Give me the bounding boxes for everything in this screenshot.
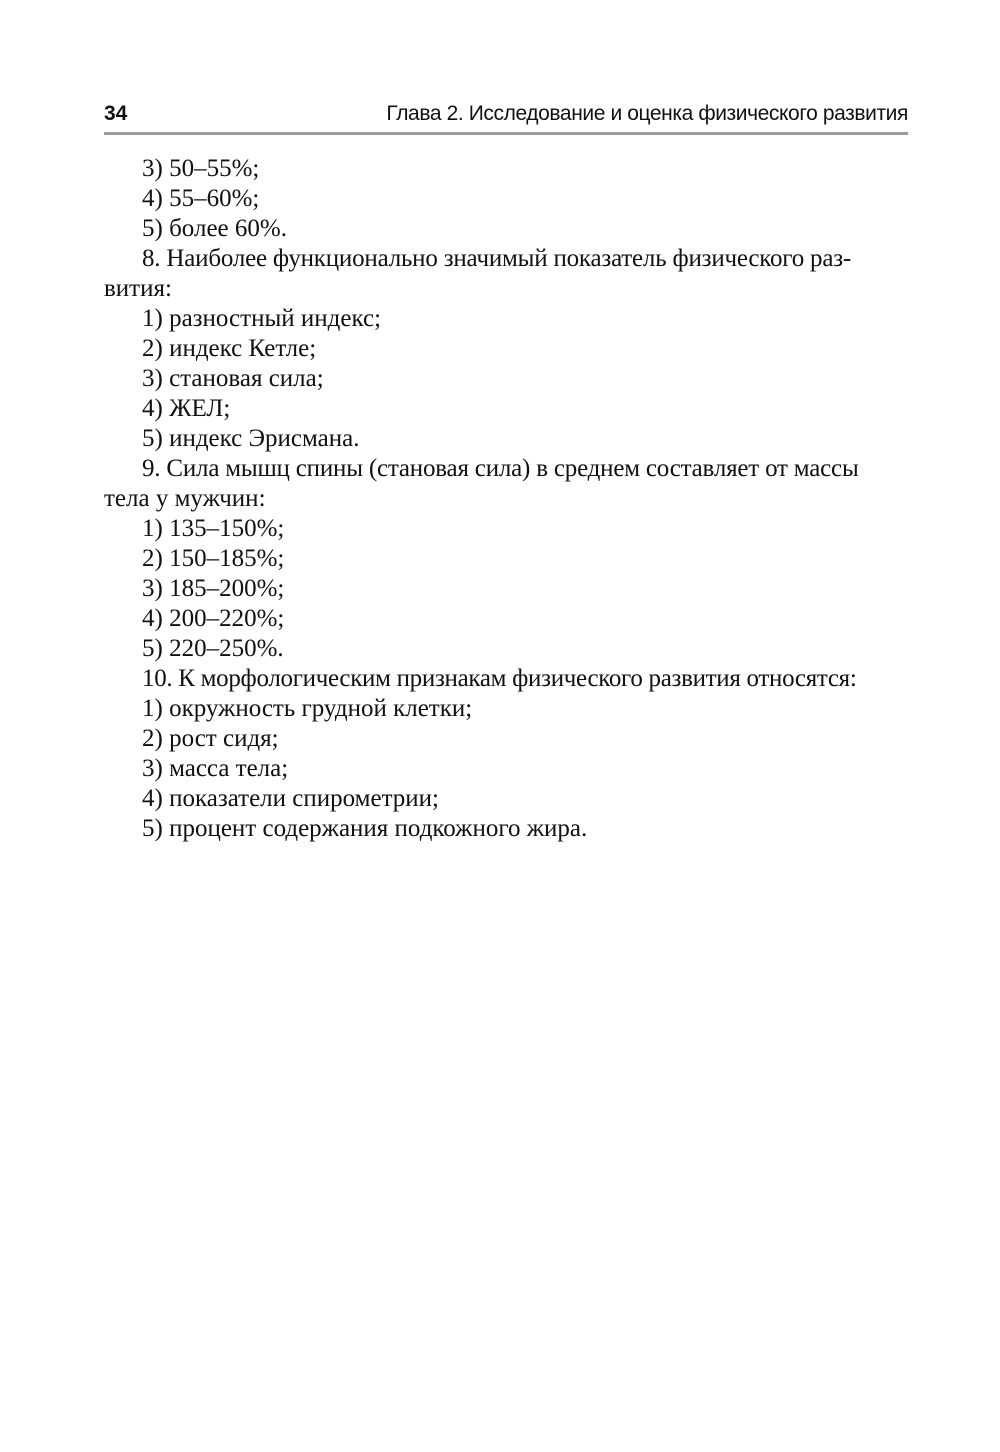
answer-option: 4) 200–220%;: [142, 605, 285, 632]
question-8-text: 8. Наиболее функционально значимый показатель физического раз-: [142, 245, 852, 272]
answer-option: 4) 55–60%;: [142, 185, 260, 212]
answer-option: 5) индекс Эрисмана.: [142, 425, 360, 452]
answer-option: 2) индекс Кетле;: [142, 335, 317, 362]
answer-option: 5) более 60%.: [142, 215, 287, 242]
running-title: Глава 2. Исследование и оценка физического развития: [386, 102, 908, 125]
answer-option: 1) разностный индекс;: [142, 305, 382, 332]
question-8-continuation: вития:: [104, 275, 172, 302]
question-10-text: 10. К морфологическим признакам физического развития относятся:: [142, 665, 857, 692]
answer-option: 2) рост сидя;: [142, 725, 279, 752]
answer-option: 3) 185–200%;: [142, 575, 285, 602]
question-9-text: 9. Сила мышц спины (становая сила) в среднем составляет от массы: [142, 455, 859, 482]
answer-option: 3) 50–55%;: [142, 155, 260, 182]
answer-option: 1) 135–150%;: [142, 515, 285, 542]
answer-option: 3) становая сила;: [142, 365, 324, 392]
answer-option: 5) 220–250%.: [142, 635, 284, 662]
question-9-continuation: тела у мужчин:: [104, 485, 266, 512]
page-body: [104, 154, 908, 844]
page-header: [104, 96, 908, 135]
answer-option: 4) показатели спирометрии;: [142, 785, 439, 812]
answer-option: 3) масса тела;: [142, 755, 289, 782]
answer-option: 2) 150–185%;: [142, 545, 285, 572]
answer-option: 4) ЖЕЛ;: [142, 395, 231, 422]
answer-option: 1) окружность грудной клетки;: [142, 695, 473, 722]
page-number: 34: [104, 102, 128, 125]
answer-option: 5) процент содержания подкожного жира.: [142, 815, 588, 842]
